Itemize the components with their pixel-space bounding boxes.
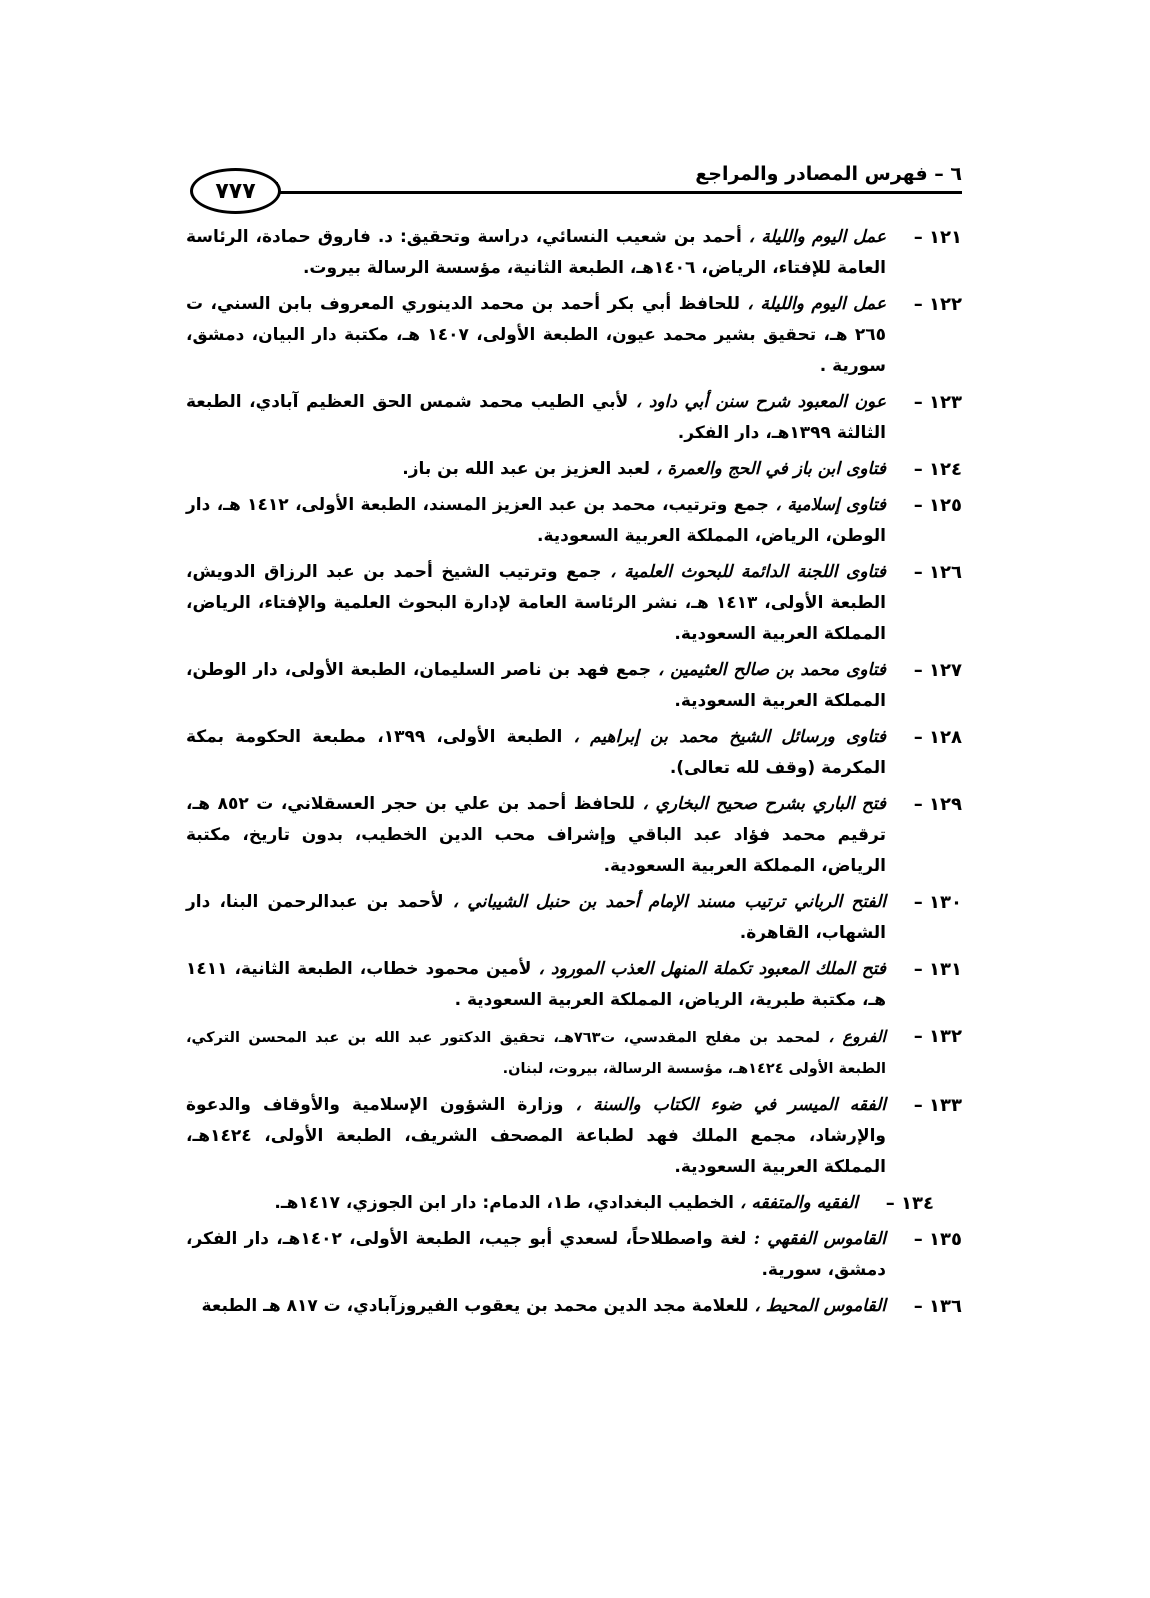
reference-entry: [186, 454, 962, 485]
reference-details: لعبد العزيز بن عبد الله بن باز.: [402, 459, 656, 479]
reference-number: ١٣٣ –: [913, 1095, 962, 1116]
reference-number: ١٣٢ –: [913, 1026, 962, 1047]
reference-title: فتاوى ابن باز في الحج والعمرة ،: [655, 459, 886, 479]
reference-title: الفقيه والمتفقه ،: [739, 1193, 858, 1213]
reference-number: ١٢٥ –: [913, 495, 962, 516]
reference-text: [186, 1224, 886, 1286]
reference-details: وزارة الشؤون الإسلامية والأوقاف والدعوة والإرشاد، مجمع الملك فهد لطباعة المصحف الشريف، الطبعة الأولى، ١٤٢٤هـ، المملكة العربية السعودية.: [186, 1095, 886, 1177]
header-rule: [275, 191, 962, 194]
reference-entry: [186, 789, 962, 882]
reference-entry: [186, 1188, 962, 1219]
page-number: ٧٧٧: [215, 178, 256, 204]
reference-text: [186, 490, 886, 552]
reference-details: للحافظ أبي بكر أحمد بن محمد الدينوري المعروف بابن السني، ت ٢٦٥ هـ، تحقيق بشير محمد عيون، الطبعة الأولى، ١٤٠٧ هـ، مكتبة دار البيان، دمشق، سورية .: [186, 294, 886, 376]
reference-entry: [186, 887, 962, 949]
reference-details: لأبي الطيب محمد شمس الحق العظيم آبادي، الطبعة الثالثة ١٣٩٩هـ، دار الفكر.: [186, 392, 886, 443]
reference-number: ١٣٥ –: [913, 1229, 962, 1250]
reference-details: للعلامة مجد الدين محمد بن يعقوب الفيروزآبادي، ت ٨١٧ هـ الطبعة: [201, 1296, 755, 1316]
reference-list: [186, 222, 962, 1327]
reference-title: فتح الملك المعبود تكملة المنهل العذب المورود ،: [538, 959, 887, 979]
reference-entry: [186, 722, 962, 784]
reference-title: القاموس الفقهي :: [753, 1229, 886, 1249]
reference-number: ١٢٣ –: [913, 392, 962, 413]
reference-entry: [186, 557, 962, 650]
reference-text: [186, 1188, 858, 1219]
reference-title: عمل اليوم والليلة ،: [748, 227, 886, 247]
reference-number: ١٢٢ –: [913, 294, 962, 315]
reference-text: [186, 1291, 886, 1322]
reference-text: [186, 1090, 886, 1183]
reference-number: ١٢٧ –: [913, 660, 962, 681]
reference-title: فتاوى إسلامية ،: [775, 495, 886, 515]
reference-details: لغة واصطلاحاً، لسعدي أبو جيب، الطبعة الأولى، ١٤٠٢هـ، دار الفكر، دمشق، سورية.: [186, 1229, 886, 1280]
reference-title: فتاوى ورسائل الشيخ محمد بن إبراهيم ،: [573, 727, 886, 747]
reference-number: ١٢٨ –: [913, 727, 962, 748]
reference-details: لمحمد بن مفلح المقدسي، ت٧٦٣هـ، تحقيق الدكتور عبد الله بن عبد المحسن التركي، الطبعة الأولى ١٤٢٤هـ، مؤسسة الرسالة، بيروت، لبنان.: [186, 1030, 886, 1077]
reference-number: ١٣١ –: [913, 959, 962, 980]
reference-entry: [186, 387, 962, 449]
reference-entry: [186, 655, 962, 717]
reference-details: جمع فهد بن ناصر السليمان، الطبعة الأولى، دار الوطن، المملكة العربية السعودية.: [186, 660, 886, 711]
reference-details: جمع وترتيب، محمد بن عبد العزيز المسند، الطبعة الأولى، ١٤١٢ هـ، دار الوطن، الرياض، المملكة العربية السعودية.: [186, 495, 886, 546]
reference-title: عمل اليوم والليلة ،: [747, 294, 886, 314]
reference-entry: [186, 1224, 962, 1286]
reference-entry: [186, 1090, 962, 1183]
reference-title: فتح الباري بشرح صحيح البخاري ،: [642, 794, 886, 814]
reference-text: [186, 222, 886, 284]
reference-entry: [186, 289, 962, 382]
reference-details: للحافظ أحمد بن علي بن حجر العسقلاني، ت ٨٥٢ هـ، ترقيم محمد فؤاد عبد الباقي وإشراف محب الدين الخطيب، بدون تاريخ، مكتبة الرياض، المملكة العربية السعودية.: [186, 794, 886, 876]
reference-title: الفروع ،: [828, 1027, 886, 1046]
reference-text: [186, 1021, 886, 1085]
reference-details: الخطيب البغدادي، ط١، الدمام: دار ابن الجوزي، ١٤١٧هـ.: [274, 1193, 740, 1213]
reference-entry: [186, 1291, 962, 1322]
reference-number: ١٣٤ –: [885, 1193, 934, 1214]
reference-entry: [186, 490, 962, 552]
reference-number: ١٣٠ –: [913, 892, 962, 913]
reference-number: ١٢٤ –: [913, 459, 962, 480]
reference-number: ١٣٦ –: [913, 1296, 962, 1317]
reference-title: الفتح الرباني ترتيب مسند الإمام أحمد بن حنبل الشيباني ،: [452, 892, 886, 912]
reference-details: الطبعة الأولى، ١٣٩٩، مطبعة الحكومة بمكة المكرمة (وقف لله تعالى).: [186, 727, 886, 778]
reference-title: الفقه الميسر في ضوء الكتاب والسنة ،: [575, 1095, 886, 1115]
reference-entry: [186, 1021, 962, 1085]
page-number-badge: [190, 168, 281, 214]
reference-text: [186, 289, 886, 382]
page-header-title: ٦ – فهرس المصادر والمراجع: [695, 163, 962, 185]
reference-entry: [186, 222, 962, 284]
reference-number: ١٢١ –: [913, 227, 962, 248]
reference-details: جمع وترتيب الشيخ أحمد بن عبد الرزاق الدويش، الطبعة الأولى، ١٤١٣ هـ، نشر الرئاسة العامة لإدارة البحوث العلمية والإفتاء، الرياض، المملكة العربية السعودية.: [186, 562, 886, 644]
reference-number: ١٢٦ –: [913, 562, 962, 583]
reference-title: فتاوى اللجنة الدائمة للبحوث العلمية ،: [610, 562, 886, 582]
reference-title: عون المعبود شرح سنن أبي داود ،: [635, 392, 886, 412]
reference-text: [186, 887, 886, 949]
reference-text: [186, 722, 886, 784]
reference-number: ١٢٩ –: [913, 794, 962, 815]
reference-text: [186, 655, 886, 717]
reference-title: فتاوى محمد بن صالح العثيمين ،: [657, 660, 886, 680]
reference-details: لأحمد بن عبدالرحمن البنا، دار الشهاب، القاهرة.: [186, 892, 886, 943]
reference-text: [186, 387, 886, 449]
reference-text: [186, 557, 886, 650]
reference-text: [186, 954, 886, 1016]
reference-details: أحمد بن شعيب النسائي، دراسة وتحقيق: د. فاروق حمادة، الرئاسة العامة للإفتاء، الرياض، ١٤٠٦هـ، الطبعة الثانية، مؤسسة الرسالة بيروت.: [186, 227, 886, 278]
reference-title: القاموس المحيط ،: [754, 1296, 886, 1316]
reference-text: [186, 454, 886, 485]
reference-details: لأمين محمود خطاب، الطبعة الثانية، ١٤١١ هـ، مكتبة طبرية، الرياض، المملكة العربية السعودية .: [186, 959, 886, 1010]
reference-text: [186, 789, 886, 882]
reference-entry: [186, 954, 962, 1016]
